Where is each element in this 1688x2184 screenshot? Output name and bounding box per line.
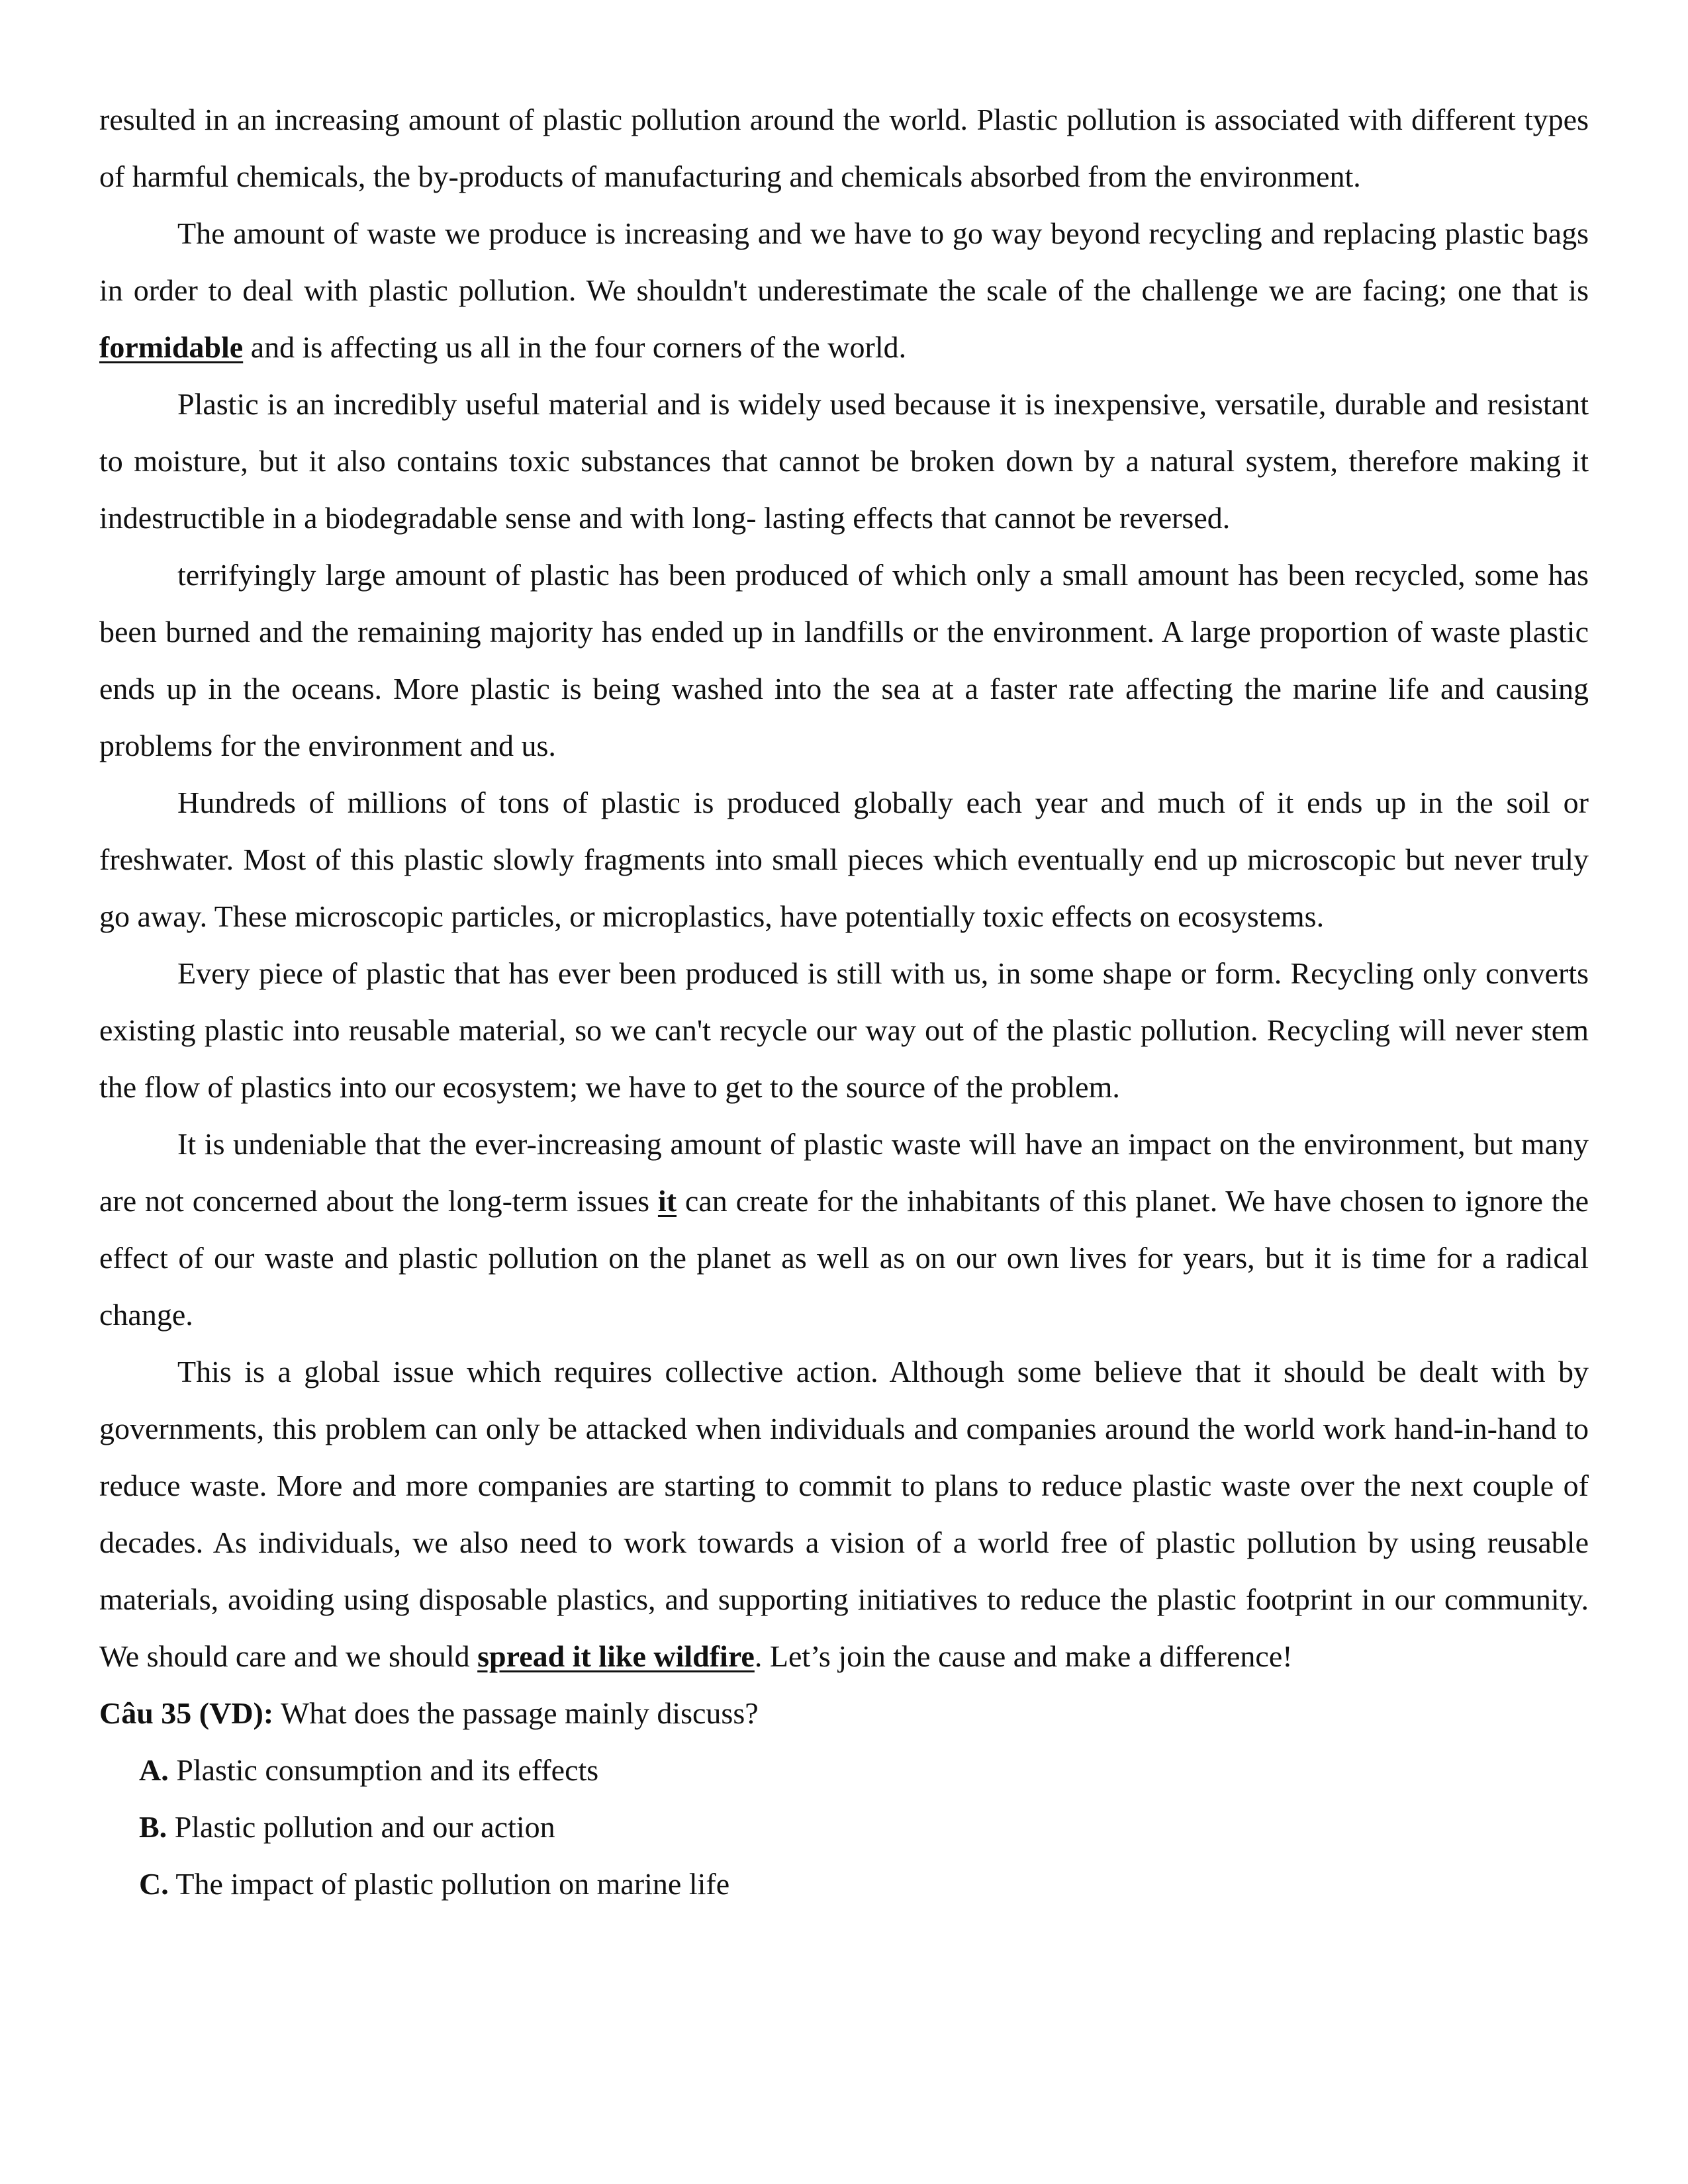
answer-option-a[interactable]	[99, 1742, 1589, 1799]
answer-option-b[interactable]	[99, 1799, 1589, 1856]
answer-option-c[interactable]	[99, 1856, 1589, 1913]
question-text: What does the passage mainly discuss?	[273, 1696, 759, 1730]
paragraph-4	[99, 547, 1589, 774]
keyword-formidable: formidable	[99, 330, 244, 364]
paragraph-1	[99, 91, 1589, 205]
keyword-spread-it-like-wildfire: spread it like wildfire	[477, 1639, 755, 1673]
paragraph-2-text-before: The amount of waste we produce is increasing and we have to go way beyond recycling and replacing plastic bags in order to deal with plastic pollution. We shouldn't underestimate the scale of the challenge we are facing; one that is	[99, 216, 1589, 307]
option-letter-a: A.	[139, 1753, 169, 1787]
paragraph-8-text-after: . Let’s join the cause and make a difference!	[754, 1639, 1293, 1673]
paragraph-2	[99, 205, 1589, 376]
paragraph-1-text: resulted in an increasing amount of plastic pollution around the world. Plastic pollution is associated with different types of harmful chemicals, the by-products of manufacturing and chemicals absorbed from the environment.	[99, 103, 1589, 193]
paragraph-5-text: Hundreds of millions of tons of plastic is produced globally each year and much of it ends up in the soil or freshwater. Most of this plastic slowly fragments into small pieces which eventually end up microscopic but never truly go away. These microscopic particles, or microplastics, have potentially toxic effects on ecosystems.	[99, 786, 1589, 933]
question-35	[99, 1685, 1589, 1742]
keyword-it: it	[657, 1184, 677, 1218]
paragraph-8-text-before: This is a global issue which requires collective action. Although some believe that it should be dealt with by governments, this problem can only be attacked when individuals and companies around the world work hand-in-hand to reduce waste. More and more companies are starting to commit to plans to reduce plastic waste over the next couple of decades. As individuals, we also need to work towards a vision of a world free of plastic pollution by using reusable materials, avoiding using disposable plastics, and supporting initiatives to reduce the plastic footprint in our community. We should care and we should	[99, 1355, 1589, 1673]
paragraph-3	[99, 376, 1589, 547]
option-text-c: The impact of plastic pollution on marine life	[168, 1867, 730, 1901]
question-label: Câu 35 (VD):	[99, 1696, 274, 1730]
option-text-a: Plastic consumption and its effects	[168, 1753, 599, 1787]
paragraph-6	[99, 945, 1589, 1116]
paragraph-6-text: Every piece of plastic that has ever been produced is still with us, in some shape or form. Recycling only converts existing plastic into reusable material, so we can't recycle our way out of the plastic pollution. Recycling will never stem the flow of plastics into our ecosystem; we have to get to the source of the problem.	[99, 956, 1589, 1104]
paragraph-7-text-after: can create for the inhabitants of this planet. We have chosen to ignore the effect of our waste and plastic pollution on the planet as well as on our own lives for years, but it is time for a radical change.	[99, 1184, 1589, 1332]
paragraph-8	[99, 1343, 1589, 1685]
paragraph-4-text: terrifyingly large amount of plastic has been produced of which only a small amount has been recycled, some has been burned and the remaining majority has ended up in landfills or the environment. A large proportion of waste plastic ends up in the oceans. More plastic is being washed into the sea at a faster rate affecting the marine life and causing problems for the environment and us.	[99, 558, 1589, 762]
paragraph-2-text-after: and is affecting us all in the four corners of the world.	[243, 330, 907, 364]
paragraph-7	[99, 1116, 1589, 1343]
paragraph-5	[99, 774, 1589, 945]
document-page	[99, 91, 1589, 1913]
option-text-b: Plastic pollution and our action	[167, 1810, 555, 1844]
option-letter-c: C.	[139, 1867, 169, 1901]
paragraph-7-text-before: It is undeniable that the ever-increasing amount of plastic waste will have an impact on the environment, but many are not concerned about the long-term issues	[99, 1127, 1589, 1218]
paragraph-3-text: Plastic is an incredibly useful material and is widely used because it is inexpensive, versatile, durable and resistant to moisture, but it also contains toxic substances that cannot be broken down by a natural system, therefore making it indestructible in a biodegradable sense and with long- lasting effects that cannot be reversed.	[99, 387, 1589, 535]
option-letter-b: B.	[139, 1810, 167, 1844]
